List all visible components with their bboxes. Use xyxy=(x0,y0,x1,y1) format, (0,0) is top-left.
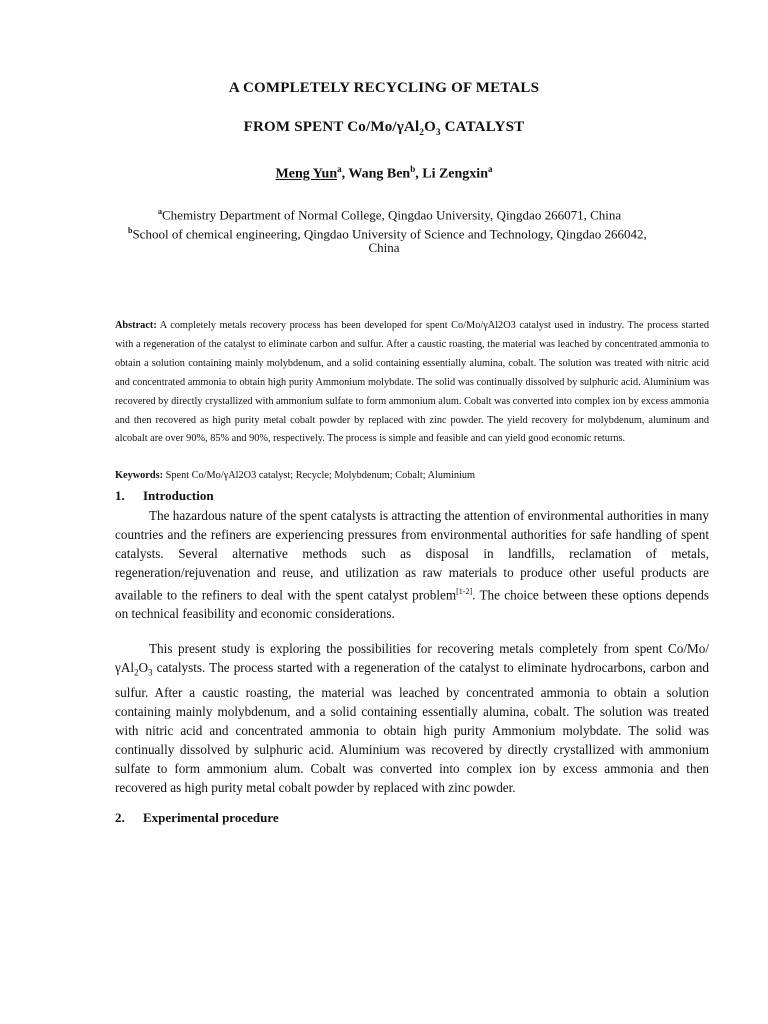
affiliation-a-text: Chemistry Department of Normal College, Qingdao University, Qingdao 266071, China xyxy=(162,207,622,223)
section-number: 1. xyxy=(115,488,125,503)
author-1: Meng Yun xyxy=(275,166,338,182)
intro-p2-sub-3: 3 xyxy=(148,667,153,678)
author-2-affil: b xyxy=(410,164,416,174)
abstract xyxy=(115,317,709,449)
intro-p1-text: The hazardous nature of the spent catalysts is attracting the attention of environmental authorities in many countries and the refiners are experiencing pressures from environmental authorities for safe handling of spent catalysts. Several alternative methods such as disposal in landfills, reclamation of metals, regeneration/rejuvenation and reuse, and utilization as raw materials to produce other useful products are available to the refiners to deal with the spent catalyst problem xyxy=(115,508,709,603)
title-sub-3: 3 xyxy=(435,127,441,137)
author-sep-2: , xyxy=(415,166,423,182)
intro-p2-o: O xyxy=(138,660,149,675)
author-2: Wang Ben xyxy=(348,166,411,182)
title-o: O xyxy=(424,119,436,135)
author-3: Li Zengxin xyxy=(422,166,488,182)
keywords-label: Keywords: xyxy=(115,470,164,481)
intro-p2-sub-2: 2 xyxy=(134,667,139,678)
section-title: Introduction xyxy=(143,488,214,503)
title-prefix: FROM SPENT Co/Mo/ xyxy=(243,119,397,135)
intro-p2-text: This present study is exploring the possibilities for recovering metals completely from spent Co/Mo/γAl xyxy=(115,641,709,675)
paper-title-line-1: A COMPLETELY RECYCLING OF METALS xyxy=(228,80,540,96)
affiliation-b-continuation: China xyxy=(368,240,400,255)
abstract-label: Abstract: xyxy=(115,320,157,331)
author-sep-1: , xyxy=(341,166,349,182)
section-title: Experimental procedure xyxy=(143,810,279,825)
intro-paragraph-1 xyxy=(115,506,709,623)
title-al: Al xyxy=(404,119,420,135)
intro-p1-text-end: . The choice between these options depends on technical feasibility and economic considerations. xyxy=(115,587,709,622)
affiliation-b-text: School of chemical engineering, Qingdao University of Science and Technology, Qingdao 266042, xyxy=(132,226,647,242)
author-3-affil: a xyxy=(487,164,493,174)
title-gamma: γ xyxy=(396,119,404,135)
intro-paragraph-2 xyxy=(115,639,709,797)
affiliation-b-marker: b xyxy=(128,226,133,235)
section-heading-introduction xyxy=(115,488,214,504)
intro-p2-text-end: catalysts. The process started with a regeneration of the catalyst to eliminate hydrocarbons, carbon and sulfur. After a caustic roasting, the material was leached by concentrated ammonia to obtain a solution containing mainly molybdenum, and a solid containing essentially alumina, cobalt. The solution was treated with nitric acid and concentrated ammonia to obtain high purity Ammonium molybdate. The solid was continually dissolved by sulphuric acid. Aluminium was recovered by directly crystallized with ammonium sulfate to form ammonium alum. Cobalt was converted into complex ion by excess ammonia and then recovered as high purity metal cobalt powder by replaced with zinc powder. xyxy=(115,660,709,795)
paper-title-line-2 xyxy=(0,119,768,137)
title-suffix: CATALYST xyxy=(440,119,525,135)
abstract-text: A completely metals recovery process has been developed for spent Co/Mo/γAl2O3 catalyst used in industry. The process started with a regeneration of the catalyst to eliminate carbon and sulfur. After a caustic roasting, the material was leached by concentrated ammonia to obtain a solution containing mainly molybdenum, and a solid containing essentially alumina, cobalt. The solution was treated with nitric acid and concentrated ammonia to obtain high purity Ammonium molybdate. The solid was continually dissolved by sulphuric acid. Aluminium was recovered by directly crystallized with ammonium sulfate to form ammonium alum. Cobalt was converted into complex ion by excess ammonia and then recovered as high purity metal cobalt powder by replaced with zinc powder. The yield recovery for molybdenum, aluminum and alcobalt are over 90%, 85% and 90%, respectively. The process is simple and feasible and can yield good economic returns. xyxy=(115,320,709,445)
author-list xyxy=(0,164,768,183)
keywords-text: Spent Co/Mo/γAl2O3 catalyst; Recycle; Molybdenum; Cobalt; Aluminium xyxy=(163,470,476,481)
author-1-affil: a xyxy=(337,164,342,174)
affiliation-a-marker: a xyxy=(158,207,162,216)
section-number: 2. xyxy=(115,810,125,825)
title-sub-2: 2 xyxy=(419,127,425,137)
keywords xyxy=(115,468,709,484)
citation-ref: [1-2] xyxy=(456,587,473,596)
section-heading-experimental xyxy=(115,810,279,826)
